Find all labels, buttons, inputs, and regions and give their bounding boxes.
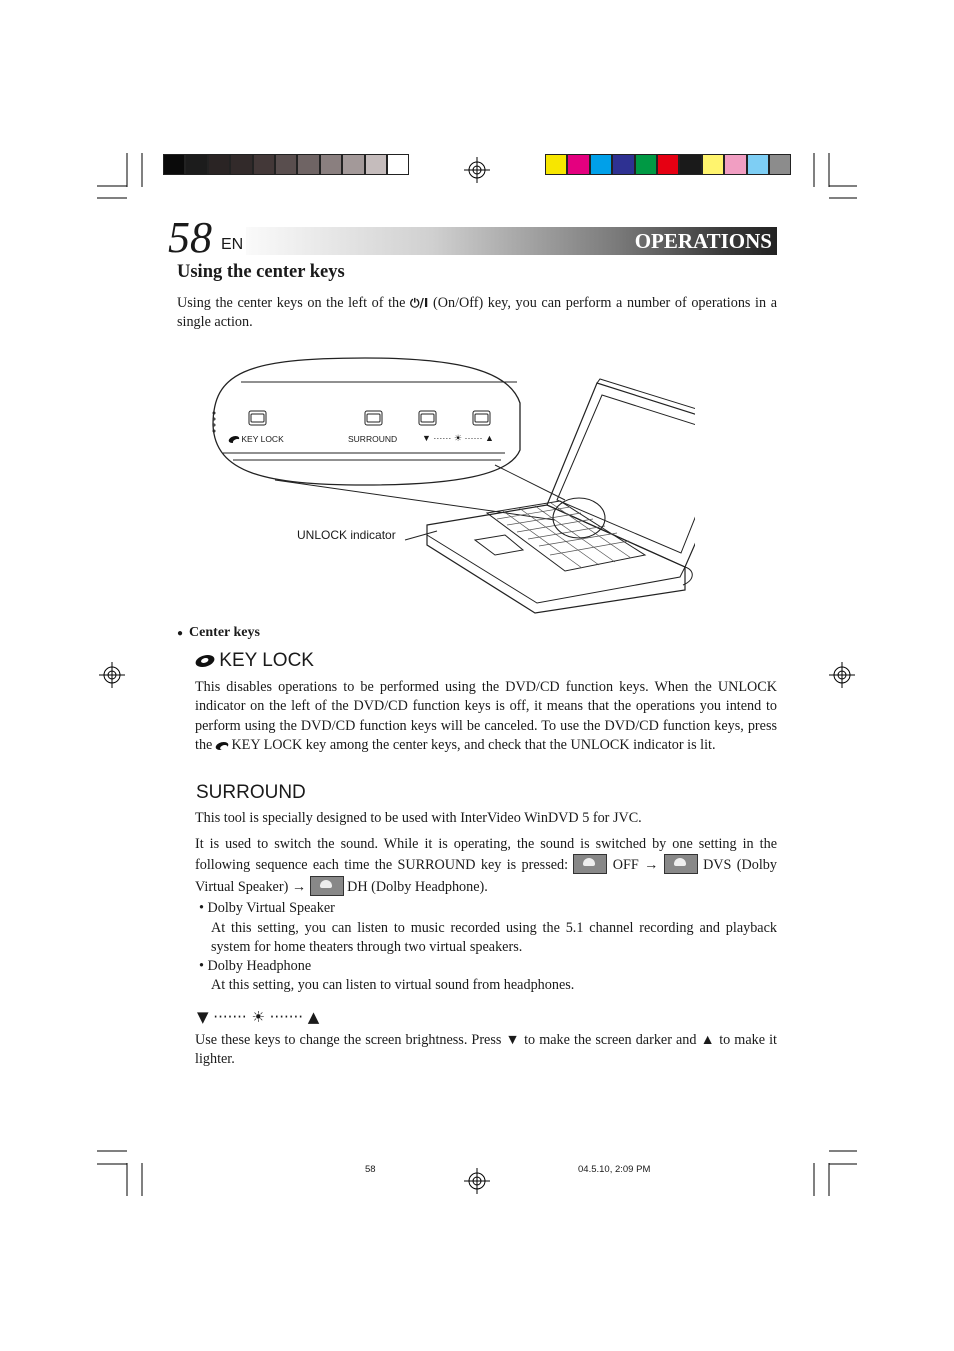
surround-title: SURROUND [196, 782, 306, 803]
dolby-headphone-icon [310, 876, 344, 896]
bullet-icon: ● [177, 628, 184, 639]
section-title: OPERATIONS [634, 229, 772, 253]
intro-text-after: (On/Off) key, you can perform a number of operations in a single action. [177, 295, 778, 331]
dh-bullet-body: At this setting, you can listen to virtual sound from headphones. [211, 977, 575, 993]
intro-paragraph [177, 294, 777, 333]
colorbar-swatch [769, 154, 791, 175]
colorbar-swatch [567, 154, 589, 175]
power-icon: ⏻/I [410, 296, 429, 310]
graybar-swatch [253, 154, 275, 175]
graybar-swatch [208, 154, 230, 175]
intro-text-before: Using the center keys on the left of the [177, 295, 406, 311]
graybar-swatch [230, 154, 252, 175]
figure-brightness-label: ▼ ······ ☀ ······ ▲ [422, 433, 494, 443]
graybar-swatch [185, 154, 207, 175]
graybar-swatch [342, 154, 364, 175]
footer-timestamp: 04.5.10, 2:09 PM [578, 1164, 651, 1175]
surround-intro: This tool is specially designed to be used with InterVideo WinDVD 5 for JVC. [195, 810, 642, 826]
unlock-indicator-label: UNLOCK indicator [297, 528, 396, 542]
surround-sequence: It is used to switch the sound. While it is operating, the sound is switched by one setting in the following sequence each time the SURROUND key is pressed: OFF → DVS (Dolby Virtual Speaker) → DH (Dolby Headphone). [195, 836, 777, 895]
dvs-bullet-title: • Dolby Virtual Speaker [199, 900, 335, 916]
colorbar-swatch [702, 154, 724, 175]
graybar-swatch [320, 154, 342, 175]
graybar-swatch [275, 154, 297, 175]
colorbar-swatch [635, 154, 657, 175]
colorbar-swatch [724, 154, 746, 175]
colorbar-swatch [545, 154, 567, 175]
graybar-swatch [387, 154, 409, 175]
graybar-swatch [297, 154, 319, 175]
colorbar-swatch [747, 154, 769, 175]
page-number: 58 [168, 213, 212, 262]
graybar-swatch [365, 154, 387, 175]
brightness-title: ▼ ······· ☀ ······· ▲ [197, 1008, 320, 1026]
brightness-body: Use these keys to change the screen brightness. Press ▼ to make the screen darker and ▲ to make it lighter. [195, 1032, 777, 1068]
dolby-virtual-speaker-icon [664, 854, 698, 874]
section-heading: Using the center keys [177, 262, 345, 282]
colorbar-swatch [657, 154, 679, 175]
figure-surround-label: SURROUND [348, 434, 398, 444]
key-lock-icon [193, 655, 217, 667]
colorbar-swatch [590, 154, 612, 175]
key-lock-title: KEY LOCK [196, 650, 314, 672]
laptop-illustration [205, 355, 695, 620]
colorbar-swatch [679, 154, 701, 175]
key-lock-icon [227, 436, 240, 443]
key-lock-body: This disables operations to be performed using the DVD/CD function keys. When the UNLOCK indicator on the left of the DVD/CD function keys is off, it means that the operations you intend to perform using the DVD/CD function keys will be canceled. To use the DVD/CD function keys, press the KEY LOCK key among the center keys, and check that the UNLOCK indicator is lit. [195, 679, 777, 754]
figure-key-lock-label: KEY LOCK [229, 434, 284, 444]
center-keys-heading: ● Center keys [177, 625, 260, 640]
dvs-bullet-body: At this setting, you can listen to music recorded using the 5.1 channel recording and playback system for home theaters through two virtual speakers. [211, 920, 777, 956]
key-lock-icon [214, 742, 230, 750]
footer-page-number: 58 [365, 1164, 376, 1175]
colorbar-swatch [612, 154, 634, 175]
language-code: EN [221, 236, 244, 253]
graybar-swatch [163, 154, 185, 175]
dh-bullet-title: • Dolby Headphone [199, 958, 312, 974]
surround-off-icon [573, 854, 607, 874]
